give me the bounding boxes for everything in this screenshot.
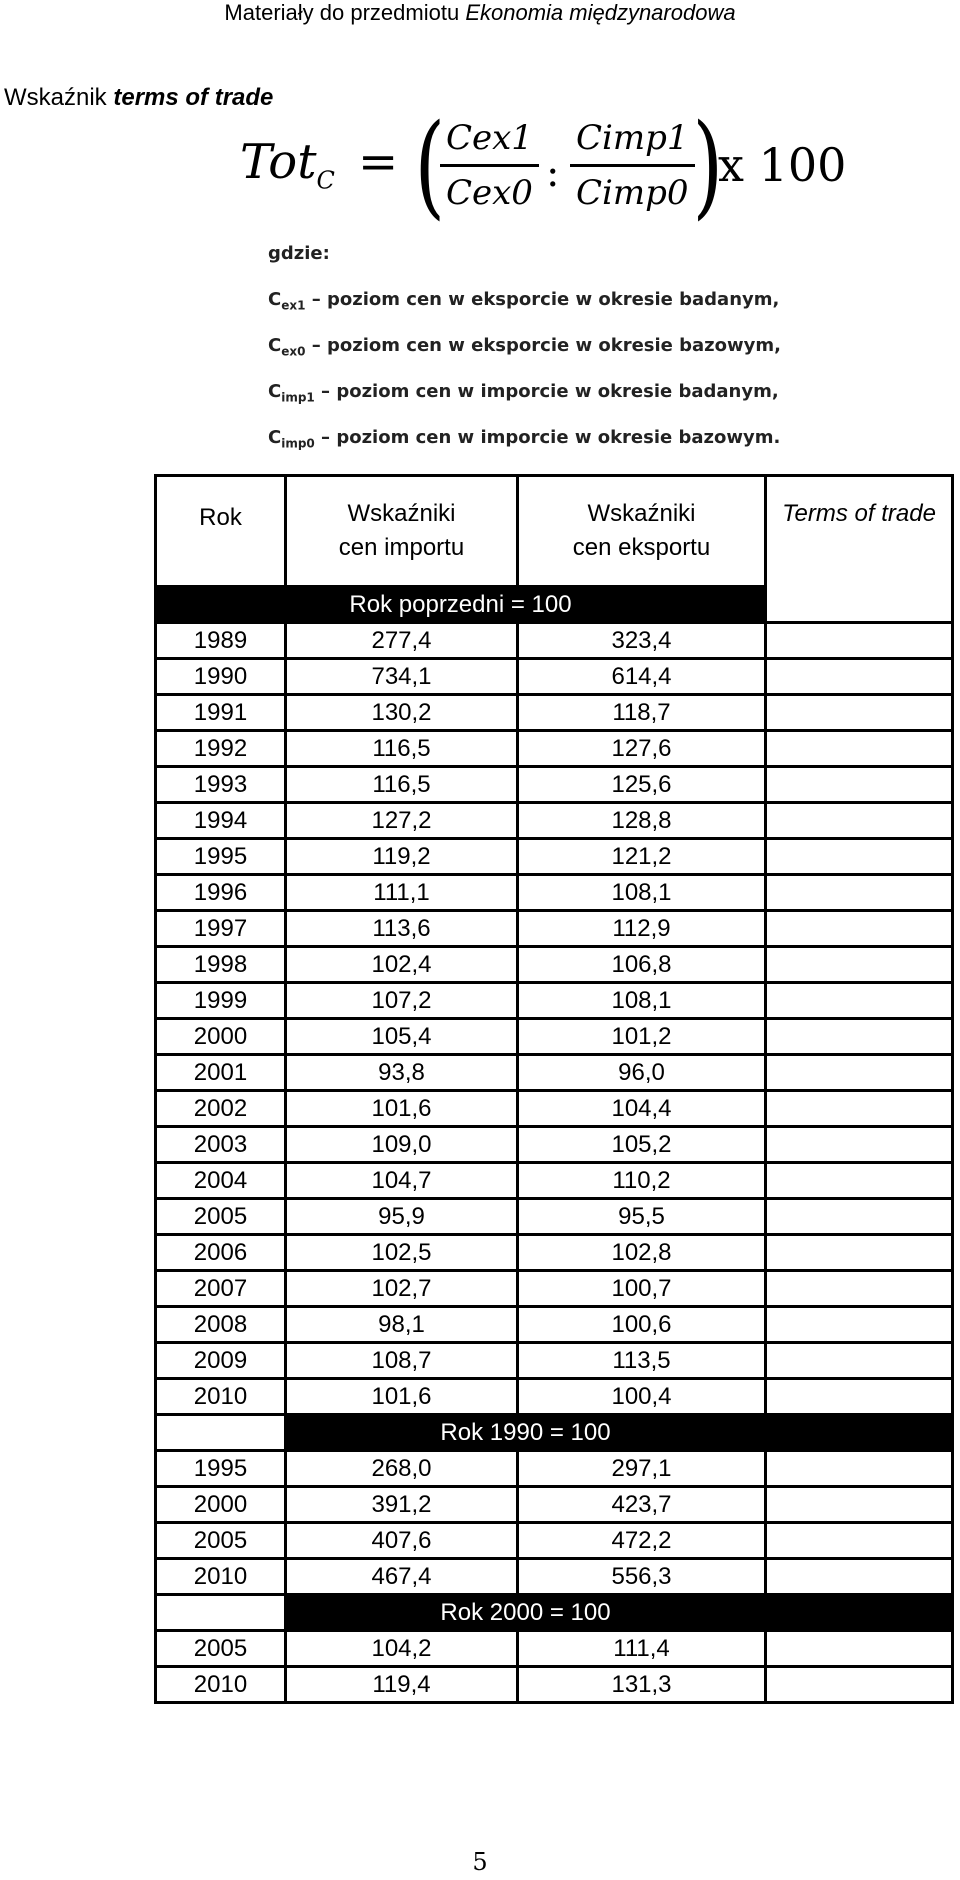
cell-export-index: 104,4 [518, 1091, 766, 1127]
cell-import-index: 98,1 [286, 1307, 518, 1343]
cell-year: 2001 [156, 1055, 286, 1091]
tot-cell [766, 1415, 953, 1451]
cell-year: 1990 [156, 659, 286, 695]
cell-export-index: 108,1 [518, 875, 766, 911]
cell-terms-of-trade [766, 947, 953, 983]
cell-import-index: 113,6 [286, 911, 518, 947]
formula-legend [268, 234, 828, 464]
table-row [156, 1667, 953, 1703]
section-blank-cell [156, 1415, 286, 1451]
cell-year: 2000 [156, 1487, 286, 1523]
header-subject: Ekonomia międzynarodowa [465, 0, 736, 25]
formula-fraction-import [570, 118, 695, 213]
section-label-row [156, 1415, 953, 1451]
tot-formula [240, 101, 890, 232]
cell-terms-of-trade [766, 911, 953, 947]
formula-den-import: Cimp0 [576, 173, 689, 213]
cell-terms-of-trade [766, 1559, 953, 1595]
table-row [156, 803, 953, 839]
cell-year: 1996 [156, 875, 286, 911]
section-heading [4, 84, 273, 112]
formula-lhs-sub: C [316, 166, 335, 195]
formula-divide: : [546, 150, 560, 196]
cell-import-index: 116,5 [286, 767, 518, 803]
section-label-row [156, 1595, 953, 1631]
cell-import-index: 107,2 [286, 983, 518, 1019]
cell-terms-of-trade [766, 1019, 953, 1055]
section-label: Rok poprzedni = 100 [156, 587, 766, 623]
table-row [156, 1091, 953, 1127]
cell-export-index: 110,2 [518, 1163, 766, 1199]
cell-import-index: 101,6 [286, 1091, 518, 1127]
cell-export-index: 131,3 [518, 1667, 766, 1703]
cell-terms-of-trade [766, 803, 953, 839]
cell-export-index: 297,1 [518, 1451, 766, 1487]
table-row [156, 983, 953, 1019]
cell-export-index: 95,5 [518, 1199, 766, 1235]
header-terms-of-trade: Terms of trade [766, 476, 953, 623]
table-row [156, 623, 953, 659]
formula-num-export: Cex1 [440, 118, 539, 167]
header-import: Wskaźniki cen importu [286, 476, 518, 587]
table-row [156, 1199, 953, 1235]
cell-terms-of-trade [766, 839, 953, 875]
formula-lhs: Tot$_C$ [240, 134, 335, 195]
formula-fraction-export [440, 118, 539, 213]
cell-import-index: 116,5 [286, 731, 518, 767]
table-row [156, 1631, 953, 1667]
table-row [156, 947, 953, 983]
cell-terms-of-trade [766, 659, 953, 695]
cell-terms-of-trade [766, 983, 953, 1019]
cell-year: 1995 [156, 1451, 286, 1487]
formula-left-paren: ( [414, 101, 446, 231]
section-label: Rok 2000 = 100 [286, 1595, 766, 1631]
cell-terms-of-trade [766, 1451, 953, 1487]
cell-import-index: 119,4 [286, 1667, 518, 1703]
cell-export-index: 106,8 [518, 947, 766, 983]
cell-year: 2010 [156, 1667, 286, 1703]
cell-terms-of-trade [766, 1487, 953, 1523]
cell-export-index: 101,2 [518, 1019, 766, 1055]
legend-item: $C_{ex1}$ – poziom cen w eksporcie w okresie badanym, [268, 289, 780, 313]
cell-export-index: 423,7 [518, 1487, 766, 1523]
cell-import-index: 391,2 [286, 1487, 518, 1523]
cell-year: 2000 [156, 1019, 286, 1055]
table-row [156, 1451, 953, 1487]
section-label: Rok 1990 = 100 [286, 1415, 766, 1451]
table-row [156, 1019, 953, 1055]
cell-terms-of-trade [766, 1631, 953, 1667]
cell-import-index: 111,1 [286, 875, 518, 911]
cell-year: 2005 [156, 1631, 286, 1667]
heading-emph: terms of trade [113, 84, 274, 111]
cell-export-index: 105,2 [518, 1127, 766, 1163]
cell-export-index: 100,6 [518, 1307, 766, 1343]
cell-import-index: 127,2 [286, 803, 518, 839]
cell-export-index: 102,8 [518, 1235, 766, 1271]
formula-num-import: Cimp1 [570, 118, 695, 167]
cell-import-index: 102,7 [286, 1271, 518, 1307]
cell-import-index: 105,4 [286, 1019, 518, 1055]
table-row [156, 911, 953, 947]
cell-import-index: 119,2 [286, 839, 518, 875]
cell-year: 2009 [156, 1343, 286, 1379]
cell-import-index: 268,0 [286, 1451, 518, 1487]
table-row [156, 1127, 953, 1163]
cell-year: 2010 [156, 1379, 286, 1415]
cell-terms-of-trade [766, 1199, 953, 1235]
header-rok: Rok [156, 476, 286, 587]
table-row [156, 659, 953, 695]
cell-export-index: 100,7 [518, 1271, 766, 1307]
cell-terms-of-trade [766, 875, 953, 911]
cell-terms-of-trade [766, 1163, 953, 1199]
cell-year: 1993 [156, 767, 286, 803]
table-header-row [156, 476, 953, 587]
cell-import-index: 109,0 [286, 1127, 518, 1163]
cell-terms-of-trade [766, 1667, 953, 1703]
cell-import-index: 277,4 [286, 623, 518, 659]
cell-terms-of-trade [766, 695, 953, 731]
section-blank-cell [156, 1595, 286, 1631]
cell-import-index: 102,5 [286, 1235, 518, 1271]
cell-import-index: 95,9 [286, 1199, 518, 1235]
cell-year: 2005 [156, 1199, 286, 1235]
cell-terms-of-trade [766, 1343, 953, 1379]
cell-export-index: 128,8 [518, 803, 766, 839]
table-row [156, 839, 953, 875]
tot-cell [766, 1595, 953, 1631]
header-export: Wskaźniki cen eksportu [518, 476, 766, 587]
cell-year: 1999 [156, 983, 286, 1019]
table-row [156, 1487, 953, 1523]
cell-terms-of-trade [766, 767, 953, 803]
page-number: 5 [472, 1848, 488, 1876]
table-row [156, 1343, 953, 1379]
cell-year: 2003 [156, 1127, 286, 1163]
table-row [156, 731, 953, 767]
cell-export-index: 100,4 [518, 1379, 766, 1415]
table-row [156, 1523, 953, 1559]
table-row [156, 1271, 953, 1307]
cell-export-index: 125,6 [518, 767, 766, 803]
page-header [0, 0, 960, 26]
legend-item: $C_{ex0}$ – poziom cen w eksporcie w okresie bazowym, [268, 335, 781, 359]
header-text: Materiały do przedmiotu [224, 0, 466, 25]
cell-export-index: 113,5 [518, 1343, 766, 1379]
cell-terms-of-trade [766, 1055, 953, 1091]
formula-right-paren: ) [692, 101, 724, 231]
table-row [156, 875, 953, 911]
cell-import-index: 102,4 [286, 947, 518, 983]
cell-year: 2004 [156, 1163, 286, 1199]
cell-terms-of-trade [766, 1091, 953, 1127]
table-row [156, 1235, 953, 1271]
table-row [156, 1307, 953, 1343]
cell-terms-of-trade [766, 1523, 953, 1559]
cell-export-index: 121,2 [518, 839, 766, 875]
cell-import-index: 734,1 [286, 659, 518, 695]
cell-terms-of-trade [766, 623, 953, 659]
cell-export-index: 323,4 [518, 623, 766, 659]
cell-import-index: 407,6 [286, 1523, 518, 1559]
cell-terms-of-trade [766, 731, 953, 767]
cell-year: 1994 [156, 803, 286, 839]
cell-import-index: 130,2 [286, 695, 518, 731]
price-index-table [154, 474, 954, 1704]
cell-year: 2002 [156, 1091, 286, 1127]
cell-export-index: 472,2 [518, 1523, 766, 1559]
cell-year: 2006 [156, 1235, 286, 1271]
formula-den-export: Cex0 [446, 173, 533, 213]
cell-year: 2008 [156, 1307, 286, 1343]
cell-export-index: 111,4 [518, 1631, 766, 1667]
cell-terms-of-trade [766, 1271, 953, 1307]
cell-year: 1991 [156, 695, 286, 731]
cell-export-index: 556,3 [518, 1559, 766, 1595]
cell-import-index: 93,8 [286, 1055, 518, 1091]
table-row [156, 1559, 953, 1595]
cell-import-index: 467,4 [286, 1559, 518, 1595]
cell-export-index: 108,1 [518, 983, 766, 1019]
formula-equals: = [358, 134, 399, 190]
cell-terms-of-trade [766, 1379, 953, 1415]
legend-item: $C_{imp1}$ – poziom cen w imporcie w okresie badanym, [268, 381, 779, 405]
cell-export-index: 96,0 [518, 1055, 766, 1091]
cell-year: 2010 [156, 1559, 286, 1595]
cell-export-index: 614,4 [518, 659, 766, 695]
legend-title: gdzie: [268, 243, 330, 264]
cell-year: 1997 [156, 911, 286, 947]
cell-year: 1989 [156, 623, 286, 659]
formula-times: x 100 [718, 138, 847, 192]
table-row [156, 1055, 953, 1091]
cell-terms-of-trade [766, 1307, 953, 1343]
cell-import-index: 108,7 [286, 1343, 518, 1379]
heading-prefix: Wskaźnik [4, 84, 114, 111]
cell-terms-of-trade [766, 1235, 953, 1271]
legend-item: $C_{imp0}$ – poziom cen w imporcie w okresie bazowym. [268, 427, 781, 451]
cell-import-index: 104,7 [286, 1163, 518, 1199]
cell-terms-of-trade [766, 1127, 953, 1163]
table-row [156, 1379, 953, 1415]
table-row [156, 767, 953, 803]
cell-year: 1998 [156, 947, 286, 983]
cell-import-index: 104,2 [286, 1631, 518, 1667]
cell-year: 1995 [156, 839, 286, 875]
table-row [156, 1163, 953, 1199]
cell-import-index: 101,6 [286, 1379, 518, 1415]
cell-export-index: 127,6 [518, 731, 766, 767]
cell-year: 2007 [156, 1271, 286, 1307]
cell-year: 2005 [156, 1523, 286, 1559]
cell-export-index: 112,9 [518, 911, 766, 947]
cell-year: 1992 [156, 731, 286, 767]
cell-export-index: 118,7 [518, 695, 766, 731]
table-row [156, 695, 953, 731]
